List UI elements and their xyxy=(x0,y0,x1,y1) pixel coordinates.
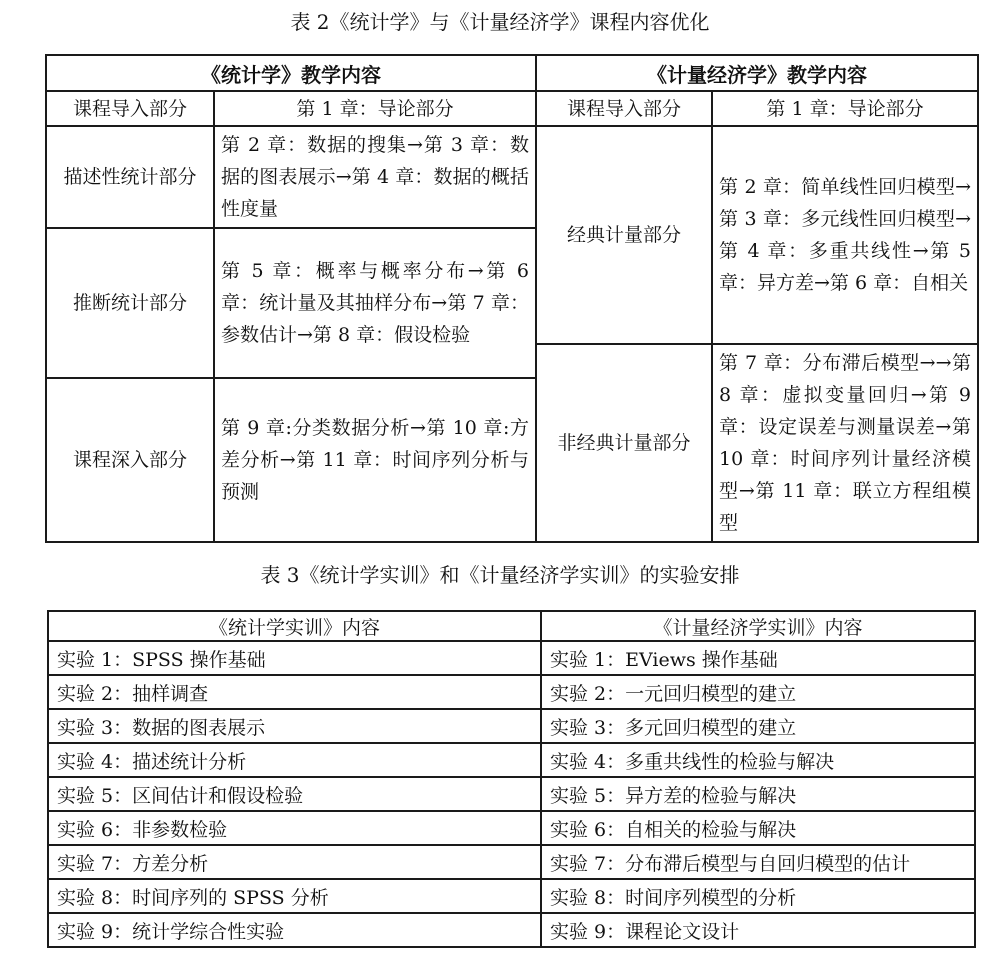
econ-experiment-3: 实验 3：多元回归模型的建立 xyxy=(541,709,975,743)
table-row xyxy=(48,811,975,845)
stat-intro-label: 课程导入部分 xyxy=(46,91,214,126)
econ-experiment-5: 实验 5：异方差的检验与解决 xyxy=(541,777,975,811)
table3-header-row xyxy=(48,611,975,641)
econ-experiment-4: 实验 4：多重共线性的检验与解决 xyxy=(541,743,975,777)
econ-nonclassical-label: 非经典计量部分 xyxy=(536,344,712,542)
table-row xyxy=(48,743,975,777)
table2-intro-row xyxy=(46,91,978,126)
table-row xyxy=(48,913,975,947)
table2-caption: 表 2《统计学》与《计量经济学》课程内容优化 xyxy=(290,10,710,34)
econometrics-header: 《计量经济学》教学内容 xyxy=(536,55,978,91)
stat-intro-content: 第 1 章：导论部分 xyxy=(214,91,536,126)
course-content-table xyxy=(45,54,979,543)
econ-intro-label: 课程导入部分 xyxy=(536,91,712,126)
stat-descriptive-label: 描述性统计部分 xyxy=(46,126,214,228)
statistics-header: 《统计学》教学内容 xyxy=(46,55,536,91)
table-row xyxy=(48,879,975,913)
stat-experiment-6: 实验 6：非参数检验 xyxy=(48,811,541,845)
stat-experiment-1: 实验 1：SPSS 操作基础 xyxy=(48,641,541,675)
stat-advanced-content: 第 9 章:分类数据分析→第 10 章:方差分析→第 11 章：时间序列分析与预测 xyxy=(214,378,536,542)
table-row xyxy=(48,845,975,879)
table-row xyxy=(48,709,975,743)
stat-experiment-3: 实验 3：数据的图表展示 xyxy=(48,709,541,743)
stat-inferential-content: 第 5 章：概率与概率分布→第 6 章：统计量及其抽样分布→第 7 章：参数估计→第 8 章：假设检验 xyxy=(214,228,536,378)
table2-header-row xyxy=(46,55,978,91)
stat-training-header: 《统计学实训》内容 xyxy=(48,611,541,641)
stat-experiment-9: 实验 9：统计学综合性实验 xyxy=(48,913,541,947)
table-row xyxy=(48,675,975,709)
econ-intro-content: 第 1 章：导论部分 xyxy=(712,91,978,126)
stat-advanced-label: 课程深入部分 xyxy=(46,378,214,542)
stat-experiment-4: 实验 4：描述统计分析 xyxy=(48,743,541,777)
table2-row-descriptive xyxy=(46,126,978,228)
stat-descriptive-content: 第 2 章：数据的搜集→第 3 章：数据的图表展示→第 4 章：数据的概括性度量 xyxy=(214,126,536,228)
stat-inferential-label: 推断统计部分 xyxy=(46,228,214,378)
table-row xyxy=(48,777,975,811)
table-row xyxy=(48,641,975,675)
econ-training-header: 《计量经济学实训》内容 xyxy=(541,611,975,641)
econ-classical-content: 第 2 章：简单线性回归模型→第 3 章：多元线性回归模型→第 4 章：多重共线性→第 5 章：异方差→第 6 章：自相关 xyxy=(712,126,978,344)
table3-caption: 表 3《统计学实训》和《计量经济学实训》的实验安排 xyxy=(260,563,740,587)
econ-experiment-8: 实验 8：时间序列模型的分析 xyxy=(541,879,975,913)
stat-experiment-5: 实验 5：区间估计和假设检验 xyxy=(48,777,541,811)
stat-experiment-8: 实验 8：时间序列的 SPSS 分析 xyxy=(48,879,541,913)
experiment-table xyxy=(47,610,976,948)
stat-experiment-2: 实验 2：抽样调查 xyxy=(48,675,541,709)
econ-experiment-9: 实验 9：课程论文设计 xyxy=(541,913,975,947)
stat-experiment-7: 实验 7：方差分析 xyxy=(48,845,541,879)
econ-experiment-6: 实验 6：自相关的检验与解决 xyxy=(541,811,975,845)
econ-experiment-7: 实验 7：分布滞后模型与自回归模型的估计 xyxy=(541,845,975,879)
econ-experiment-1: 实验 1：EViews 操作基础 xyxy=(541,641,975,675)
econ-classical-label: 经典计量部分 xyxy=(536,126,712,344)
econ-experiment-2: 实验 2：一元回归模型的建立 xyxy=(541,675,975,709)
econ-nonclassical-content: 第 7 章：分布滞后模型→→第 8 章：虚拟变量回归→第 9 章：设定误差与测量误差→第 10 章：时间序列计量经济模型→第 11 章：联立方程组模型 xyxy=(712,344,978,542)
